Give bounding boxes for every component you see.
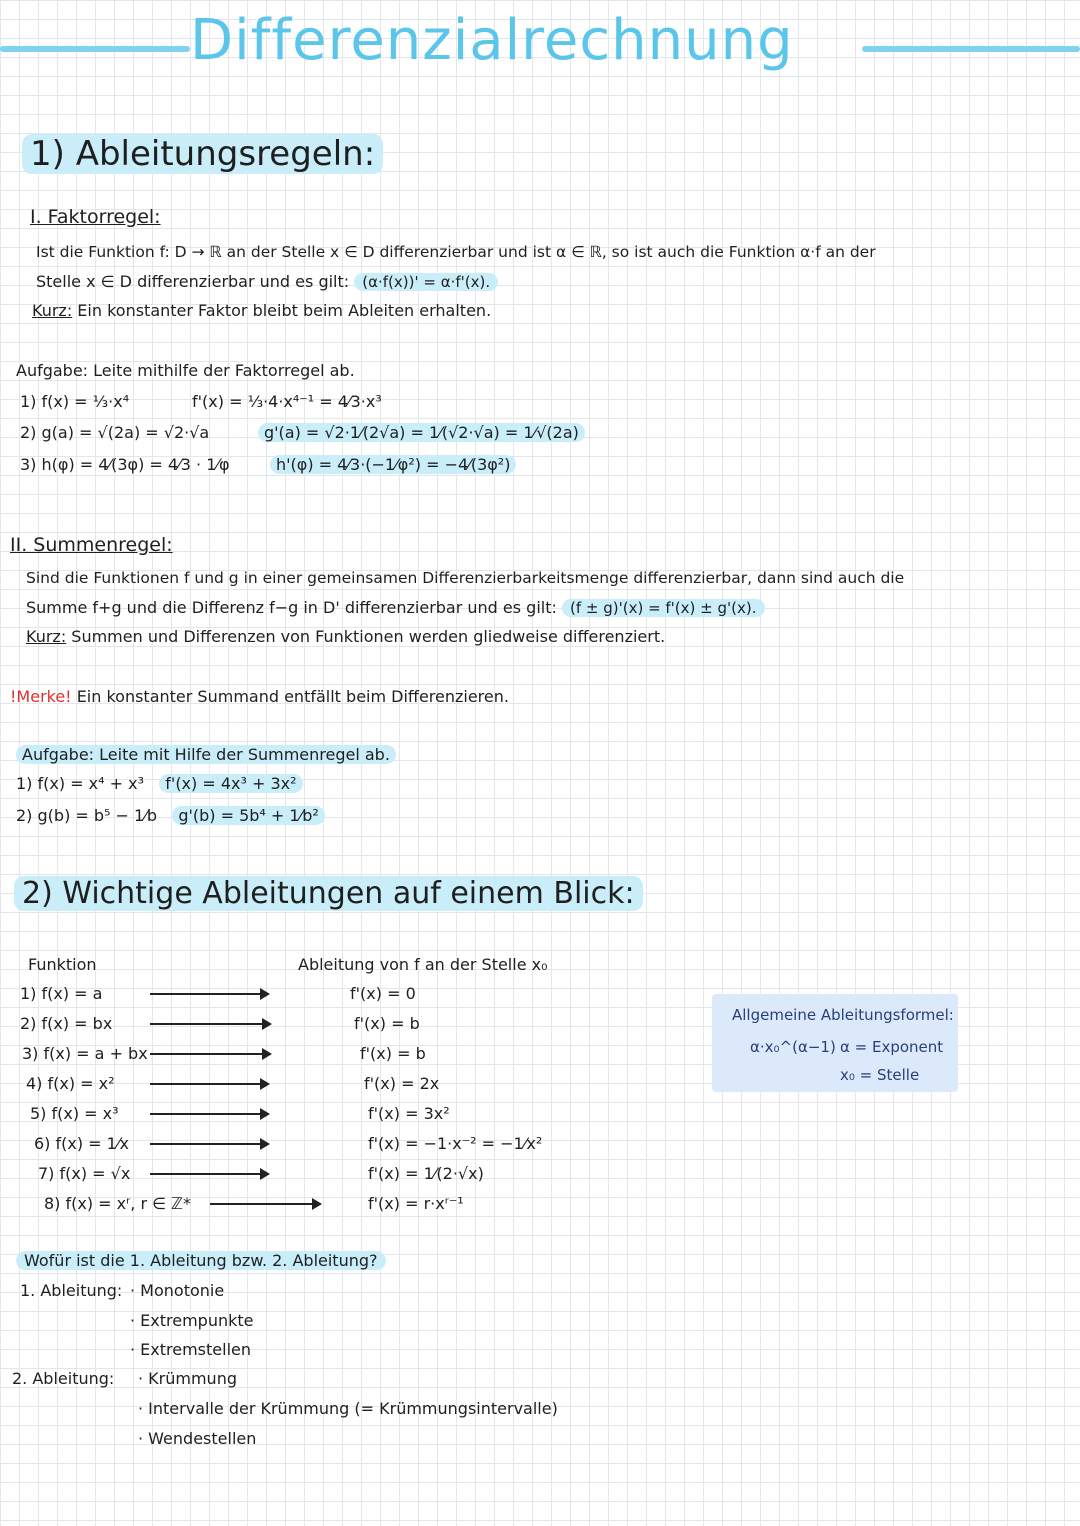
box-stelle: x₀ = Stelle: [840, 1066, 920, 1084]
derivative-row-3: f'(x) = b: [360, 1044, 426, 1063]
general-formula-box: [712, 994, 958, 1092]
aufgabe2-item2: 2) g(b) = b⁵ − 1⁄b g'(b) = 5b⁴ + 1⁄b²: [16, 806, 325, 825]
arrow-icon: [150, 1083, 268, 1085]
second-derivative-item-1: · Krümmung: [138, 1369, 237, 1388]
function-row-7: 7) f(x) = √x: [38, 1164, 131, 1183]
second-derivative-item-2: · Intervalle der Krümmung (= Krümmungsintervalle): [138, 1399, 558, 1418]
summenregel-line2: Summe f+g und die Differenz f−g in D' differenzierbar und es gilt: (f ± g)'(x) = f'(x) ± g'(x).: [26, 593, 765, 623]
aufgabe1-item3-function: 3) h(φ) = 4⁄(3φ) = 4⁄3 · 1⁄φ: [20, 455, 230, 474]
function-row-2: 2) f(x) = bx: [20, 1014, 113, 1033]
box-title: Allgemeine Ableitungsformel:: [732, 1006, 954, 1024]
summenregel-kurz: Kurz: Summen und Differenzen von Funktionen werden gliedweise differenziert.: [26, 627, 666, 646]
column-header-funktion: Funktion: [28, 955, 97, 974]
aufgabe2-item1: 1) f(x) = x⁴ + x³ f'(x) = 4x³ + 3x²: [16, 774, 303, 793]
page-title: Differenzialrechnung: [190, 8, 794, 73]
merke-note: !Merke! Ein konstanter Summand entfällt beim Differenzieren.: [10, 687, 509, 706]
arrow-icon: [150, 1173, 268, 1175]
first-derivative-label: 1. Ableitung:: [20, 1281, 123, 1300]
function-row-3: 3) f(x) = a + bx: [22, 1044, 148, 1063]
faktorregel-line1: Ist die Funktion f: D → ℝ an der Stelle x ∈ D differenzierbar und ist α ∈ ℝ, so ist auch die Funktion α·f an der: [36, 243, 876, 261]
aufgabe1-item2-derivative: g'(a) = √2·1⁄(2√a) = 1⁄(√2·√a) = 1⁄√(2a): [258, 423, 585, 442]
title-line-left: [0, 46, 190, 52]
merke-label: !Merke!: [10, 687, 72, 706]
title-banner: [0, 8, 1080, 88]
arrow-icon: [150, 1143, 268, 1145]
summenregel-line1: Sind die Funktionen f und g in einer gemeinsamen Differenzierbarkeitsmenge differenzierbar, dann sind auch die: [26, 569, 905, 587]
arrow-icon: [150, 1023, 270, 1025]
function-row-5: 5) f(x) = x³: [30, 1104, 119, 1123]
arrow-icon: [150, 1113, 268, 1115]
first-derivative-item-2: · Extrempunkte: [130, 1311, 254, 1330]
derivative-row-8: f'(x) = r·xʳ⁻¹: [368, 1194, 464, 1213]
derivative-row-1: f'(x) = 0: [350, 984, 416, 1003]
aufgabe1-item2-function: 2) g(a) = √(2a) = √2·√a: [20, 423, 210, 442]
arrow-icon: [210, 1203, 320, 1205]
second-derivative-label: 2. Ableitung:: [12, 1369, 115, 1388]
aufgabe1-item1-function: 1) f(x) = ⅓·x⁴: [20, 392, 130, 411]
second-derivative-item-3: · Wendestellen: [138, 1429, 257, 1448]
summenregel-heading: II. Summenregel:: [10, 534, 173, 556]
arrow-icon: [150, 1053, 270, 1055]
derivative-row-7: f'(x) = 1⁄(2·√x): [368, 1164, 484, 1183]
derivative-row-6: f'(x) = −1·x⁻² = −1⁄x²: [368, 1134, 543, 1153]
title-line-right: [862, 46, 1080, 52]
derivative-row-2: f'(x) = b: [354, 1014, 420, 1033]
aufgabe1-heading: Aufgabe: Leite mithilfe der Faktorregel ab.: [16, 361, 355, 380]
faktorregel-line2: Stelle x ∈ D differenzierbar und es gilt: (α·f(x))' = α·f'(x).: [36, 267, 498, 297]
arrow-icon: [150, 993, 268, 995]
function-row-4: 4) f(x) = x²: [26, 1074, 115, 1093]
aufgabe1-item1-derivative: f'(x) = ⅓·4·x⁴⁻¹ = 4⁄3·x³: [192, 392, 382, 411]
function-row-6: 6) f(x) = 1⁄x: [34, 1134, 129, 1153]
section-heading-ableitungsregeln: 1) Ableitungsregeln:: [22, 134, 383, 174]
function-row-1: 1) f(x) = a: [20, 984, 103, 1003]
faktorregel-heading: I. Faktorregel:: [30, 206, 161, 228]
first-derivative-item-3: · Extremstellen: [130, 1340, 252, 1359]
faktorregel-formula: (α·f(x))' = α·f'(x).: [354, 273, 498, 291]
box-exponent: α = Exponent: [840, 1038, 944, 1056]
ableitung-question: Wofür ist die 1. Ableitung bzw. 2. Ableitung?: [16, 1246, 386, 1275]
faktorregel-kurz: Kurz: Ein konstanter Faktor bleibt beim Ableiten erhalten.: [32, 301, 492, 320]
summenregel-formula: (f ± g)'(x) = f'(x) ± g'(x).: [562, 599, 765, 617]
first-derivative-item-1: · Monotonie: [130, 1281, 225, 1300]
box-formula: α·x₀^(α−1): [750, 1038, 836, 1056]
section-heading-wichtige-ableitungen: 2) Wichtige Ableitungen auf einem Blick:: [14, 876, 643, 911]
derivative-row-4: f'(x) = 2x: [364, 1074, 440, 1093]
column-header-ableitung: Ableitung von f an der Stelle x₀: [298, 955, 548, 974]
function-row-8: 8) f(x) = xʳ, r ∈ ℤ*: [44, 1194, 192, 1213]
aufgabe2-heading: Aufgabe: Leite mit Hilfe der Summenregel ab.: [16, 740, 396, 769]
aufgabe1-item3-derivative: h'(φ) = 4⁄3·(−1⁄φ²) = −4⁄(3φ²): [270, 455, 516, 474]
derivative-row-5: f'(x) = 3x²: [368, 1104, 450, 1123]
